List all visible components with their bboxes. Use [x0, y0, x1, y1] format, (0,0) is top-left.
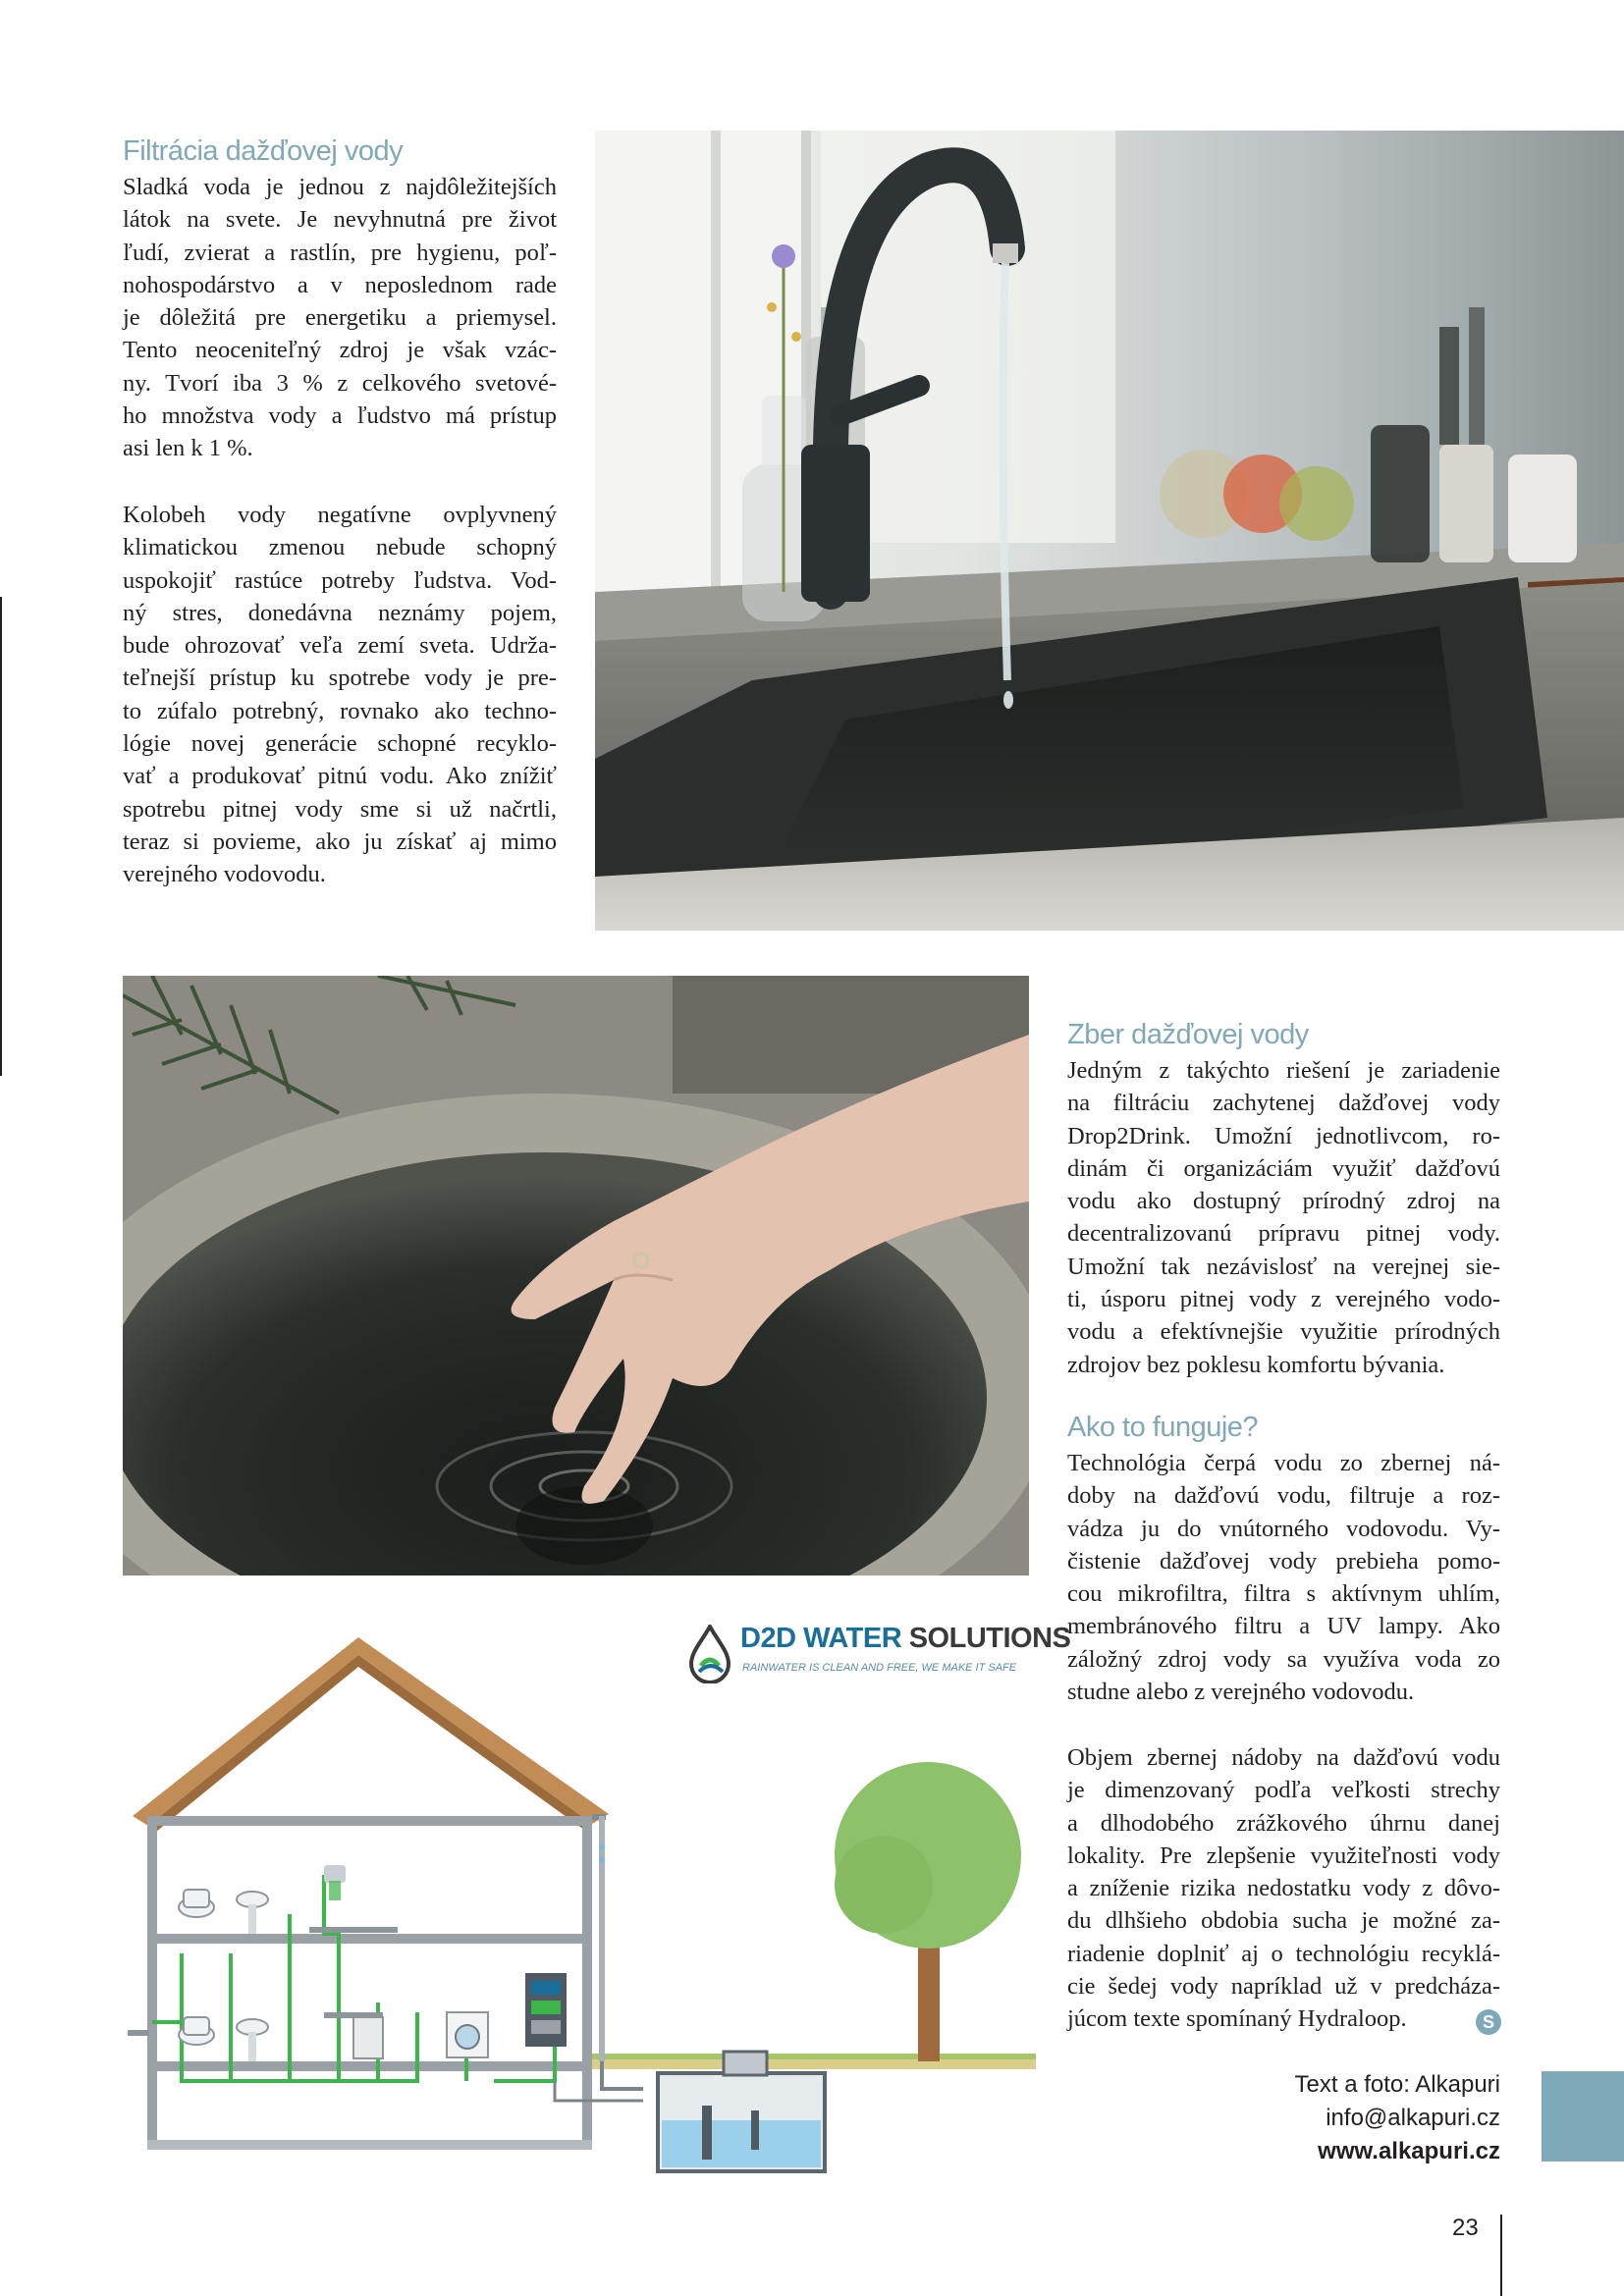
text-line: čistenie dažďovej vody prebieha pomo-	[1067, 1547, 1500, 1575]
text-line: a zníženie rizika nedostatku vody z dôvo-	[1067, 1875, 1500, 1902]
text-line: lokality. Pre zlepšenie využiteľnosti vody	[1067, 1842, 1500, 1869]
text-line: vádza ju do vnútorného vodovodu. Vy-	[1067, 1515, 1500, 1542]
hand-water-illustration	[123, 976, 1029, 1575]
text-line: júcom texte spomínaný Hydraloop.	[1067, 2005, 1407, 2033]
end-mark-icon	[1476, 2009, 1501, 2035]
heading-filtracia: Filtrácia dažďovej vody	[123, 135, 404, 167]
text-line: membránového filtru a UV lampy. Ako	[1067, 1613, 1500, 1640]
text-line: Kolobeh vody negatívne ovplyvnený	[123, 502, 557, 528]
text-line: Objem zbernej nádoby na dažďovú vodu	[1067, 1744, 1500, 1771]
text-line: lógie novej generácie schopné recyklo-	[123, 730, 557, 758]
kitchen-sink-illustration	[595, 131, 1624, 931]
text-line: decentralizovanú prípravu pitnej vody.	[1067, 1220, 1500, 1248]
text-line: teraz si povieme, ako ju získať aj mimo	[123, 828, 557, 855]
text-line: cie šedej vody napríklad už v predcháza-	[1067, 1973, 1500, 2001]
credits-email: info@alkapuri.cz	[1326, 2105, 1500, 2131]
text-line: riadenie doplniť aj o technológiu recyklá-	[1067, 1940, 1500, 1967]
text-line: vať a produkovať pitnú vodu. Ako znížiť	[123, 763, 557, 790]
heading-zber: Zber dažďovej vody	[1067, 1019, 1309, 1050]
text-line: Drop2Drink. Umožní jednotlivcom, ro-	[1067, 1122, 1500, 1149]
page-number-rule	[1500, 2215, 1502, 2296]
logo-tagline: RAINWATER IS CLEAN AND FREE, WE MAKE IT SAFE	[742, 1662, 1017, 1674]
text-line: ný stres, donedávna neznámy pojem,	[123, 599, 557, 626]
text-line: je dôležitá pre energetiku a priemysel.	[123, 304, 557, 332]
text-line: dinám či organizáciám využiť dažďovú	[1067, 1154, 1500, 1182]
text-line: Technológia čerpá vodu zo zbernej ná-	[1067, 1450, 1500, 1476]
paragraph-objem	[1067, 1741, 1500, 2036]
text-line: vodu a efektívnejšie využitie prírodných	[1067, 1318, 1500, 1346]
text-line: teľnejší prístup ku spotrebe vody je pre-	[123, 665, 557, 692]
text-line: vodu ako dostupný prírodný zdroj na	[1067, 1188, 1500, 1215]
credits-website: www.alkapuri.cz	[1318, 2138, 1500, 2164]
text-line: je dimenzovaný podľa veľkosti strechy	[1067, 1777, 1500, 1804]
heading-ako-to-funguje: Ako to funguje?	[1067, 1412, 1259, 1443]
text-line: bude ohrozovať veľa zemí sveta. Udrža-	[123, 632, 557, 660]
text-line: du dlhšieho obdobia sucha je možné za-	[1067, 1907, 1500, 1935]
text-line: látok na svete. Je nevyhnutná pre život	[123, 206, 557, 234]
text-line: to zúfalo potrebný, rovnako ako techno-	[123, 697, 557, 724]
diagram-house-rainwater	[123, 1620, 1036, 2179]
text-line: Tento neoceniteľný zdroj je však vzác-	[123, 337, 557, 364]
text-line: verejného vodovodu.	[123, 861, 326, 888]
page-number: 23	[1452, 2215, 1479, 2241]
photo-hand-in-water	[123, 976, 1029, 1575]
text-line: ho množstva vody a ľudstvo má prístup	[123, 402, 557, 430]
text-line: Umožní tak nezávislosť na verejnej sie-	[1067, 1253, 1500, 1280]
text-line: Jedným z takýchto riešení je zariadenie	[1067, 1057, 1500, 1084]
text-line: záložný zdroj vody sa využíva voda zo	[1067, 1645, 1500, 1673]
text-line: Sladká voda je jednou z najdôležitejších	[123, 174, 557, 200]
text-line: ľudí, zvierat a rastlín, pre hygienu, poľ-	[123, 239, 557, 266]
paragraph-technologia	[1067, 1447, 1500, 1708]
accent-block	[1542, 2071, 1624, 2162]
text-line: spotrebu pitnej vody sme si už načrtli,	[123, 795, 557, 823]
text-line: studne alebo z verejného vodovodu.	[1067, 1679, 1415, 1706]
text-line: nohospodárstvo a v neposlednom rade	[123, 271, 557, 298]
text-line: cou mikrofiltra, filtra s aktívnym uhlím,	[1067, 1580, 1500, 1608]
text-line: uspokojiť rastúce potreby ľudstva. Vod-	[123, 566, 557, 594]
paragraph-intro	[123, 171, 557, 465]
rainwater-system-illustration	[123, 1620, 1036, 2179]
text-line: ti, úsporu pitnej vody z verejného vodo-	[1067, 1286, 1500, 1313]
text-line: na filtráciu zachytenej dažďovej vody	[1067, 1090, 1500, 1117]
text-line: doby na dažďovú vodu, filtruje a roz-	[1067, 1482, 1500, 1510]
text-line: asi len k 1 %.	[123, 435, 253, 462]
credits	[1178, 2068, 1500, 2168]
text-line: ny. Tvorí iba 3 % z celkového svetové-	[123, 369, 557, 397]
text-line: zdrojov bez poklesu komfortu bývania.	[1067, 1351, 1445, 1378]
paragraph-water-cycle	[123, 499, 557, 891]
end-mark-letter: S	[1482, 2012, 1494, 2032]
logo-solutions: SOLUTIONS	[908, 1623, 1071, 1654]
logo-d2d: D2D	[740, 1623, 796, 1654]
logo-water: WATER	[803, 1623, 902, 1654]
paragraph-zber	[1067, 1054, 1500, 1381]
text-line: a dlhodobého zrážkového úhrnu danej	[1067, 1809, 1500, 1837]
text-line: klimatickou zmenou nebude schopný	[123, 534, 557, 561]
credits-author: Text a foto: Alkapuri	[1294, 2071, 1500, 2098]
photo-kitchen-sink	[595, 131, 1624, 931]
page-edge-rule	[0, 597, 2, 1076]
